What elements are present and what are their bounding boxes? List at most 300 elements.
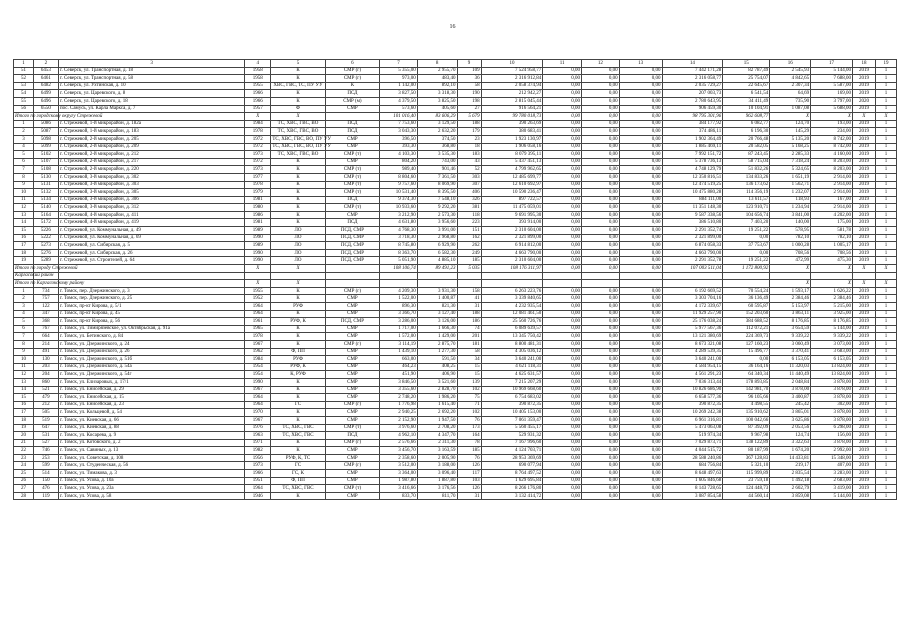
table-row — [14, 97, 897, 105]
fund-owners-cell: 7 442 171,28 — [662, 67, 723, 75]
fund-regional-cell: 0,00 — [582, 303, 620, 311]
year-built-cell: 1964 — [245, 303, 271, 311]
unit-cost-cell: 3 625,86 — [770, 416, 811, 424]
fund-local-cell: 0,00 — [619, 295, 662, 303]
fund-other-cell: 6 541,54 — [723, 90, 770, 98]
work-kind-cell: СМР — [325, 310, 379, 318]
year-built-cell: 1981 — [245, 219, 271, 227]
area-total-cell: 4 379,50 — [380, 97, 418, 105]
row-index-cell: 15 — [14, 227, 34, 235]
year-built-cell: 1990 — [245, 234, 271, 242]
fund-owners-cell: 9 587 338,56 — [662, 211, 723, 219]
fund-other-cell: 20 766,48 — [723, 135, 770, 143]
area-total-cell: 3 364,00 — [380, 470, 418, 478]
work-kind-cell: СМР (т) — [325, 173, 379, 181]
fund-owners-cell: 11 929 257,90 — [662, 310, 723, 318]
year-built-cell: 1972 — [245, 135, 271, 143]
fund-federal-cell: 0,00 — [543, 462, 582, 470]
cost-total-cell: 4 305 036,12 — [481, 348, 543, 356]
year-planned-cell: 2019 — [852, 120, 875, 128]
unit-cost-limit-cell: 407,00 — [811, 462, 853, 470]
address-cell: г. Томск, ул. Енисейская, д. 29 — [58, 386, 244, 394]
fund-other-cell: 51 832,26 — [723, 166, 770, 174]
unit-cost-cell: 245,42 — [770, 401, 811, 409]
work-kind-cell — [325, 113, 379, 121]
fund-owners-cell: 7 992 151,72 — [662, 151, 723, 159]
fund-other-cell: 127 160,23 — [723, 340, 770, 348]
year-built-cell: 1980 — [245, 204, 271, 212]
year-built-cell: 1954 — [245, 371, 271, 379]
building-id-cell: 150 — [33, 477, 58, 485]
fund-local-cell: 0,00 — [619, 477, 662, 485]
area-total-cell: 2 576,66 — [380, 439, 418, 447]
unit-cost-limit-cell: 4 160,00 — [811, 151, 853, 159]
fund-local-cell: 0,00 — [619, 454, 662, 462]
year-planned-cell: 2019 — [852, 75, 875, 83]
stage-cell: 1 — [875, 462, 896, 470]
fund-federal-cell: 0,00 — [543, 416, 582, 424]
unit-cost-cell: X — [770, 280, 811, 288]
cost-total-cell: 5 437 451,13 — [481, 158, 543, 166]
unit-cost-limit-cell: 6 298,00 — [811, 424, 853, 432]
fund-local-cell: 0,00 — [619, 173, 662, 181]
work-type-cell: К — [271, 211, 325, 219]
area-total-cell: 3 114,19 — [380, 340, 418, 348]
area-total-cell: 1 776,98 — [380, 401, 418, 409]
fund-owners-cell: 5 473 063,08 — [662, 424, 723, 432]
year-built-cell: 1973 — [245, 462, 271, 470]
table-row — [14, 295, 897, 303]
fund-local-cell: 0,00 — [619, 158, 662, 166]
fund-regional-cell: 0,00 — [582, 287, 620, 295]
unit-cost-limit-cell: 5 688,00 — [811, 105, 853, 113]
fund-owners-cell: 7 029 873,71 — [662, 439, 723, 447]
year-built-cell — [245, 272, 271, 280]
work-type-cell: К — [271, 295, 325, 303]
residents-cell: 186 — [457, 318, 481, 326]
row-index-cell: 51 — [14, 67, 34, 75]
fund-owners-cell: 8 648 497,63 — [662, 470, 723, 478]
fund-other-cell — [723, 272, 770, 280]
year-built-cell: 1966 — [245, 470, 271, 478]
work-kind-cell: СМР — [325, 363, 379, 371]
cost-total-cell — [481, 272, 543, 280]
residents-cell: 307 — [457, 181, 481, 189]
residents-cell: 74 — [457, 325, 481, 333]
fund-owners-cell: 12 474 519,25 — [662, 181, 723, 189]
cost-total-cell: 3 339 840,65 — [481, 295, 543, 303]
cost-total-cell: 2 321 899,00 — [481, 234, 543, 242]
fund-regional-cell — [582, 272, 620, 280]
building-id-cell: 5098 — [33, 135, 58, 143]
unit-cost-limit-cell: 8 203,00 — [811, 166, 853, 174]
fund-regional-cell: 0,00 — [582, 105, 620, 113]
year-planned-cell: X — [852, 265, 875, 273]
fund-federal-cell: 0,00 — [543, 424, 582, 432]
fund-other-cell: 6 196,30 — [723, 128, 770, 136]
fund-federal-cell: 0,00 — [543, 105, 582, 113]
work-type-cell: ЛО — [271, 249, 325, 257]
cost-total-cell: 10 969 668,60 — [481, 386, 543, 394]
year-built-cell: 1958 — [245, 67, 271, 75]
fund-federal-cell: 0,00 — [543, 166, 582, 174]
fund-other-cell: 58 715,04 — [723, 158, 770, 166]
cost-total-cell: 8 266 176,80 — [481, 485, 543, 493]
fund-regional-cell — [582, 280, 620, 288]
work-type-cell: Ф — [271, 105, 325, 113]
fund-owners-cell: 5 378 736,13 — [662, 158, 723, 166]
building-id-cell: 203 — [33, 363, 58, 371]
cost-total-cell: 2 310 604,00 — [481, 227, 543, 235]
area-total-cell: 8 745,80 — [380, 242, 418, 250]
work-type-cell: X — [271, 280, 325, 288]
stage-cell: 1 — [875, 340, 896, 348]
unit-cost-limit-cell: 7 688,00 — [811, 75, 853, 83]
work-kind-cell: К — [325, 82, 379, 90]
address-cell — [58, 272, 244, 280]
unit-cost-cell: 124,74 — [770, 432, 811, 440]
residents-cell: 18 — [457, 143, 481, 151]
year-built-cell: 1972 — [245, 143, 271, 151]
area-total-cell: 9 757,60 — [380, 181, 418, 189]
work-kind-cell: СМР (т) — [325, 189, 379, 197]
table-row — [14, 439, 897, 447]
year-planned-cell: 2019 — [852, 143, 875, 151]
area-living-cell: 2 968,80 — [417, 234, 457, 242]
address-cell: г. Стрежевой, ул. Сибирская, д. 5 — [58, 242, 244, 250]
work-kind-cell: СМР — [325, 470, 379, 478]
fund-owners-cell: 8 673 321,08 — [662, 340, 723, 348]
unit-cost-limit-cell: 8 742,00 — [811, 135, 853, 143]
work-kind-cell: СМР (м) — [325, 97, 379, 105]
residents-cell: 326 — [457, 196, 481, 204]
year-built-cell: 1973 — [245, 166, 271, 174]
residents-cell: 23 — [457, 135, 481, 143]
year-built-cell: 1978 — [245, 128, 271, 136]
fund-local-cell: 0,00 — [619, 485, 662, 493]
address-cell: г. Стрежевой, 1-й микрорайон, д. 182а — [58, 120, 244, 128]
work-type-cell: К — [271, 394, 325, 402]
fund-owners-cell: 4 584 954,15 — [662, 363, 723, 371]
section-row — [14, 265, 897, 273]
address-cell: г. Томск, ул. Дзержинского, д. 24 — [58, 340, 244, 348]
fund-other-cell: 4 498,55 — [723, 401, 770, 409]
building-id-cell: 5108 — [33, 166, 58, 174]
residents-cell: 151 — [457, 227, 481, 235]
stage-cell: 1 — [875, 394, 896, 402]
work-type-cell: К — [271, 189, 325, 197]
year-planned-cell: 2019 — [852, 151, 875, 159]
table-row — [14, 424, 897, 432]
stage-cell: 1 — [875, 310, 896, 318]
table-row — [14, 75, 897, 83]
address-cell: г. Стрежевой, 3-й микрорайон, д. 306 — [58, 196, 244, 204]
row-index-cell: 13 — [14, 211, 34, 219]
area-total-cell: 1 717,00 — [380, 325, 418, 333]
table-row — [14, 394, 897, 402]
area-total-cell: 101 016,40 — [380, 113, 418, 121]
fund-regional-cell: 0,00 — [582, 492, 620, 500]
residents-cell: 34 — [457, 356, 481, 364]
unit-cost-cell: 64,69 — [770, 90, 811, 98]
building-id-cell: 5087 — [33, 128, 58, 136]
work-type-cell: ТС, ХВС, ГВС — [271, 424, 325, 432]
section-row — [14, 113, 897, 121]
residents-cell: 58 — [457, 82, 481, 90]
fund-owners-cell: 25 176 038,24 — [662, 318, 723, 326]
year-planned-cell: 2019 — [852, 135, 875, 143]
work-type-cell: К — [271, 90, 325, 98]
area-living-cell: 1 277,30 — [417, 348, 457, 356]
address-cell: г. Северск, ул. Транспортная, д. 58 — [58, 75, 244, 83]
building-id-cell: 5102 — [33, 151, 58, 159]
fund-local-cell: 0,00 — [619, 340, 662, 348]
unit-cost-limit-cell: 167,00 — [811, 196, 853, 204]
area-living-cell: 2 632,20 — [417, 128, 457, 136]
address-cell: г. Стрежевой, 3-й микрорайон, д. 303 — [58, 181, 244, 189]
table-row — [14, 386, 897, 394]
area-living-cell: 405,60 — [417, 105, 457, 113]
residents-cell: 188 — [457, 120, 481, 128]
area-total-cell: 9 374,30 — [380, 196, 418, 204]
row-index-cell: 9 — [14, 348, 34, 356]
address-cell — [58, 280, 244, 288]
fund-other-cell: 112 072,21 — [723, 325, 770, 333]
unit-cost-limit-cell: 8 742,00 — [811, 143, 853, 151]
address-cell: г. Томск, ул. Енисейская, д. 15 — [58, 394, 244, 402]
address-cell: г. Томск, пр-кт Кирова, д. 5/1 — [58, 303, 244, 311]
unit-cost-cell: 9 339,22 — [770, 333, 811, 341]
fund-federal-cell: 0,00 — [543, 454, 582, 462]
building-id-cell: 253 — [33, 454, 58, 462]
unit-cost-limit-cell: 2 992,00 — [811, 447, 853, 455]
unit-cost-cell: 5 324,65 — [770, 166, 811, 174]
table-row — [14, 371, 897, 379]
year-planned-cell: 2019 — [852, 211, 875, 219]
year-planned-cell: 2019 — [852, 82, 875, 90]
residents-cell: 78 — [457, 439, 481, 447]
unit-cost-limit-cell: 3 878,00 — [811, 416, 853, 424]
fund-other-cell: 37 753,67 — [723, 242, 770, 250]
work-type-cell: ЛО — [271, 242, 325, 250]
area-living-cell: 743,00 — [417, 158, 457, 166]
stage-cell: 1 — [875, 173, 896, 181]
cost-total-cell: 8 079 395,11 — [481, 151, 543, 159]
fund-federal-cell: 0,00 — [543, 470, 582, 478]
stage-cell: 1 — [875, 333, 896, 341]
residents-cell: 76 — [457, 416, 481, 424]
fund-federal-cell: 0,00 — [543, 67, 582, 75]
residents-cell: 303 — [457, 173, 481, 181]
fund-other-cell: 115 999,89 — [723, 470, 770, 478]
cost-total-cell: 390 872,35 — [481, 401, 543, 409]
cost-total-cell: 529 931,32 — [481, 432, 543, 440]
fund-federal-cell: 0,00 — [543, 211, 582, 219]
building-id-cell: 6482 — [33, 82, 58, 90]
unit-cost-cell: 11 320,03 — [770, 363, 811, 371]
building-id-cell: 5140 — [33, 204, 58, 212]
unit-cost-cell: 5 168,25 — [770, 143, 811, 151]
fund-federal-cell: 0,00 — [543, 227, 582, 235]
year-built-cell: 1989 — [245, 242, 271, 250]
year-planned-cell: 2019 — [852, 409, 875, 417]
fund-other-cell: 60 595,87 — [723, 303, 770, 311]
work-kind-cell: СМР (г) — [325, 401, 379, 409]
fund-regional-cell: 0,00 — [582, 363, 620, 371]
fund-local-cell: 0,00 — [619, 416, 662, 424]
unit-cost-cell: 3 400,87 — [770, 394, 811, 402]
unit-cost-cell: 1 492,18 — [770, 477, 811, 485]
work-type-cell: К — [271, 204, 325, 212]
fund-local-cell: 0,00 — [619, 227, 662, 235]
address-cell: г. Томск, ул. Косарева, д. 9 — [58, 432, 244, 440]
year-planned-cell: 2019 — [852, 386, 875, 394]
year-planned-cell: 2019 — [852, 439, 875, 447]
column-number: 15 — [723, 60, 770, 68]
building-id-cell: 6550 — [33, 105, 58, 113]
residents-cell: 406 — [457, 189, 481, 197]
area-total-cell: 396,50 — [380, 135, 418, 143]
building-id-cell: 491 — [33, 348, 58, 356]
residents-cell: 27 — [457, 105, 481, 113]
fund-local-cell — [619, 280, 662, 288]
fund-other-cell: 96 105,66 — [723, 394, 770, 402]
area-total-cell: 108 106,74 — [380, 265, 418, 273]
fund-local-cell: 0,00 — [619, 265, 662, 273]
fund-federal-cell: 0,00 — [543, 219, 582, 227]
work-type-cell: РУФ, К — [271, 363, 325, 371]
stage-cell: 1 — [875, 401, 896, 409]
section-label: Каргасокий район — [15, 273, 54, 279]
address-cell: г. Северск, ул. Ухтинская, д. 10 — [58, 82, 244, 90]
table-row — [14, 340, 897, 348]
area-total-cell: 3 416,66 — [380, 485, 418, 493]
area-living-cell: 4 885,10 — [417, 257, 457, 265]
year-planned-cell: 2019 — [852, 234, 875, 242]
address-cell — [58, 265, 244, 273]
cost-total-cell: 3 132 414,72 — [481, 492, 543, 500]
year-built-cell: 1957 — [245, 105, 271, 113]
cost-total-cell: 916 564,21 — [481, 105, 543, 113]
area-living-cell: 2 875,70 — [417, 340, 457, 348]
fund-local-cell: 0,00 — [619, 287, 662, 295]
year-built-cell: 1964 — [245, 310, 271, 318]
area-living-cell: 3 535,30 — [417, 151, 457, 159]
row-index-cell: 6 — [14, 158, 34, 166]
cost-total-cell: 2 316 912,84 — [481, 75, 543, 83]
address-cell: г. Стрежевой, 3-й микрорайон, д. 302 — [58, 173, 244, 181]
unit-cost-limit-cell: 3 073,00 — [811, 340, 853, 348]
residents-cell: 15 — [457, 363, 481, 371]
fund-local-cell: 0,00 — [619, 303, 662, 311]
area-living-cell: 6 582,30 — [417, 249, 457, 257]
fund-local-cell: 0,00 — [619, 143, 662, 151]
residents-cell: 183 — [457, 151, 481, 159]
residents-cell: 15 — [457, 371, 481, 379]
unit-cost-limit-cell: 234,00 — [811, 128, 853, 136]
fund-federal-cell: 0,00 — [543, 113, 582, 121]
area-living-cell: 374,50 — [417, 135, 457, 143]
fund-owners-cell: 8 143 728,65 — [662, 485, 723, 493]
fund-other-cell: 384 688,52 — [723, 318, 770, 326]
fund-regional-cell: 0,00 — [582, 219, 620, 227]
work-type-cell: Ф, ПП — [271, 477, 325, 485]
unit-cost-cell: 735,90 — [770, 97, 811, 105]
fund-owners-cell: 5 977 567,36 — [662, 325, 723, 333]
building-id-cell: 5107 — [33, 158, 58, 166]
column-number: 6 — [325, 60, 379, 68]
year-planned-cell: 2019 — [852, 470, 875, 478]
work-type-cell: К — [271, 75, 325, 83]
stage-cell: 1 — [875, 439, 896, 447]
work-kind-cell: ПСД, СМР — [325, 318, 379, 326]
row-index-cell: 7 — [14, 333, 34, 341]
work-kind-cell: СМР — [325, 348, 379, 356]
area-living-cell: 2 005,90 — [417, 454, 457, 462]
address-cell: г. Северск, ул. Транспортная, д. 18 — [58, 67, 244, 75]
fund-regional-cell: 0,00 — [582, 378, 620, 386]
unit-cost-cell: 3 322,63 — [770, 439, 811, 447]
work-type-cell: К — [271, 492, 325, 500]
table-row — [14, 416, 897, 424]
fund-regional-cell: 0,00 — [582, 113, 620, 121]
fund-local-cell: 0,00 — [619, 151, 662, 159]
fund-federal-cell: 0,00 — [543, 189, 582, 197]
unit-cost-cell: 14 433,81 — [770, 454, 811, 462]
unit-cost-limit-cell: 581,78 — [811, 227, 853, 235]
area-total-cell: 3 512,00 — [380, 462, 418, 470]
area-total-cell: 3 718,30 — [380, 234, 418, 242]
unit-cost-limit-cell: 5 144,00 — [811, 67, 853, 75]
table-row — [14, 378, 897, 386]
fund-local-cell: 0,00 — [619, 242, 662, 250]
year-built-cell: 1982 — [245, 447, 271, 455]
work-type-cell: ТС, ХВС, ГВС, ВО — [271, 151, 325, 159]
work-kind-cell: ПСД, СМР — [325, 249, 379, 257]
table-row — [14, 325, 897, 333]
work-kind-cell: ПСД — [325, 120, 379, 128]
work-type-cell: К — [271, 310, 325, 318]
cost-total-cell: 8 800 481,31 — [481, 340, 543, 348]
cost-total-cell: 12 485 699,77 — [481, 173, 543, 181]
table-row — [14, 219, 897, 227]
residents-cell: 173 — [457, 424, 481, 432]
fund-local-cell: 0,00 — [619, 120, 662, 128]
row-index-cell: 16 — [14, 234, 34, 242]
fund-local-cell: 0,00 — [619, 371, 662, 379]
row-index-cell: 20 — [14, 432, 34, 440]
residents-cell: 381 — [457, 204, 481, 212]
fund-regional-cell: 0,00 — [582, 454, 620, 462]
year-built-cell: 1984 — [245, 120, 271, 128]
row-index-cell: 3 — [14, 135, 34, 143]
unit-cost-limit-cell: 782,10 — [811, 234, 853, 242]
year-built-cell: X — [245, 265, 271, 273]
year-planned-cell: 2019 — [852, 371, 875, 379]
fund-other-cell: 19 251,22 — [723, 257, 770, 265]
row-index-cell: 56 — [14, 105, 34, 113]
fund-federal-cell: 0,00 — [543, 409, 582, 417]
fund-federal-cell: 0,00 — [543, 318, 582, 326]
fund-local-cell: 0,00 — [619, 310, 662, 318]
building-id-cell: 746 — [33, 447, 58, 455]
year-planned-cell: 2019 — [852, 492, 875, 500]
fund-federal-cell: 0,00 — [543, 439, 582, 447]
unit-cost-cell: 1 674,20 — [770, 447, 811, 455]
year-built-cell: 1967 — [245, 386, 271, 394]
fund-federal-cell: 0,00 — [543, 249, 582, 257]
fund-local-cell: 0,00 — [619, 363, 662, 371]
